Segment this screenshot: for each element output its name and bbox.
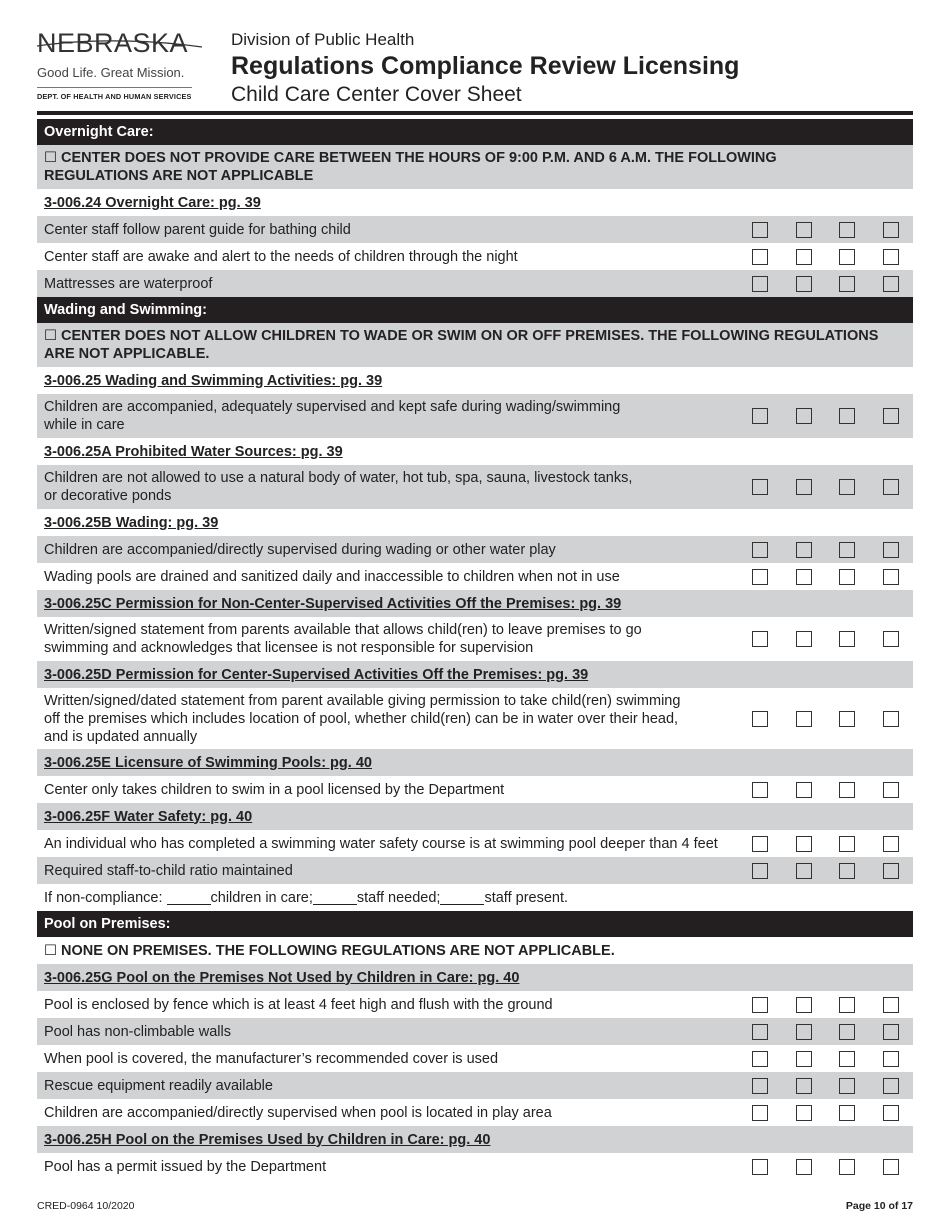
regulation-reference-text: 3-006.25E Licensure of Swimming Pools: pg. 40 xyxy=(44,754,372,771)
compliance-checkbox[interactable] xyxy=(883,249,899,265)
compliance-checkbox[interactable] xyxy=(883,408,899,424)
not-applicable-notice xyxy=(37,145,913,189)
checklist-item-text: Pool is enclosed by fence which is at least 4 feet high and flush with the ground xyxy=(44,996,553,1013)
checklist-item xyxy=(37,1018,913,1045)
compliance-checkbox[interactable] xyxy=(752,1105,768,1121)
regulation-reference xyxy=(37,367,913,394)
compliance-checkbox[interactable] xyxy=(883,222,899,238)
compliance-checkbox[interactable] xyxy=(883,569,899,585)
checklist-item xyxy=(37,1099,913,1126)
checklist-item xyxy=(37,1072,913,1099)
compliance-checkbox[interactable] xyxy=(752,631,768,647)
checkbox-group xyxy=(752,222,899,238)
compliance-checkbox[interactable] xyxy=(839,997,855,1013)
checklist-item-text: Center staff are awake and alert to the needs of children through the night xyxy=(44,248,518,265)
checklist-item xyxy=(37,830,913,857)
checkbox-group xyxy=(752,631,899,647)
compliance-checkbox[interactable] xyxy=(883,836,899,852)
checklist-item-text: Center only takes children to swim in a pool licensed by the Department xyxy=(44,781,505,798)
checklist-item-text: Required staff-to-child ratio maintained xyxy=(44,862,293,879)
section-title: Overnight Care: xyxy=(44,124,154,140)
compliance-checkbox[interactable] xyxy=(839,569,855,585)
checklist-item xyxy=(37,776,913,803)
checklist-item xyxy=(37,216,913,243)
checklist-item xyxy=(37,1153,913,1180)
blank-label: children in care; xyxy=(210,889,313,906)
compliance-checkbox[interactable] xyxy=(796,542,812,558)
compliance-checkbox[interactable] xyxy=(883,863,899,879)
regulation-reference xyxy=(37,189,913,216)
section-header xyxy=(37,297,913,323)
fill-in-blank[interactable] xyxy=(313,890,357,905)
checkbox-group xyxy=(752,249,899,265)
checklist-item xyxy=(37,991,913,1018)
compliance-checkbox[interactable] xyxy=(752,479,768,495)
regulation-reference-text: 3-006.25C Permission for Non-Center-Supervised Activities Off the Premises: pg. 39 xyxy=(44,595,622,612)
logo-wordmark: NEBRASKA xyxy=(37,30,202,57)
compliance-checkbox[interactable] xyxy=(883,1105,899,1121)
compliance-checkbox[interactable] xyxy=(796,631,812,647)
logo-tagline: Good Life. Great Mission. xyxy=(37,65,185,80)
compliance-checkbox[interactable] xyxy=(839,479,855,495)
checklist-item xyxy=(37,857,913,884)
compliance-checkbox[interactable] xyxy=(839,1105,855,1121)
compliance-checkbox[interactable] xyxy=(752,276,768,292)
compliance-checkbox[interactable] xyxy=(883,542,899,558)
compliance-checkbox[interactable] xyxy=(839,1159,855,1175)
regulation-reference xyxy=(37,1126,913,1153)
checkbox-group xyxy=(752,836,899,852)
form-id: CRED-0964 10/2020 xyxy=(37,1200,135,1212)
checklist-item-text: Center staff follow parent guide for bathing child xyxy=(44,221,351,238)
regulation-reference-text: 3-006.25H Pool on the Premises Used by Children in Care: pg. 40 xyxy=(44,1131,491,1148)
checkbox-group xyxy=(752,1105,899,1121)
checkbox-group xyxy=(752,276,899,292)
checklist-item-text: Children are accompanied/directly supervised when pool is located in play area xyxy=(44,1104,552,1121)
compliance-checkbox[interactable] xyxy=(839,863,855,879)
compliance-checkbox[interactable] xyxy=(752,222,768,238)
compliance-checkbox[interactable] xyxy=(796,569,812,585)
checklist-item xyxy=(37,465,913,509)
compliance-checkbox[interactable] xyxy=(796,1159,812,1175)
checklist-item xyxy=(37,563,913,590)
checklist-item-text: Mattresses are waterproof xyxy=(44,275,213,292)
checklist-item xyxy=(37,688,913,749)
compliance-checkbox[interactable] xyxy=(796,222,812,238)
regulation-reference xyxy=(37,509,913,536)
compliance-checkbox[interactable] xyxy=(752,782,768,798)
checklist-item-text: Written/signed/dated statement from parent available giving permission to take child(ren) swimming off the premises which includes location of pool, whether child(ren) can be in water over their head, and is updated annually xyxy=(44,692,681,745)
checklist-item-text: An individual who has completed a swimming water safety course is at swimming pool deeper than 4 feet xyxy=(44,835,718,852)
blank-label: staff needed; xyxy=(356,889,441,906)
compliance-checkbox[interactable] xyxy=(883,1051,899,1067)
section-title: Wading and Swimming: xyxy=(44,302,207,318)
checklist-item-text: When pool is covered, the manufacturer’s recommended cover is used xyxy=(44,1050,499,1067)
checkbox-group xyxy=(752,479,899,495)
checkbox-group xyxy=(752,997,899,1013)
checkbox-group xyxy=(752,863,899,879)
checklist-item-text: Written/signed statement from parents available that allows child(ren) to leave premises to go swimming and acknowledges that licensee is not responsible for supervision xyxy=(44,622,642,656)
page-header xyxy=(0,0,950,118)
compliance-checkbox[interactable] xyxy=(752,711,768,727)
compliance-checkbox[interactable] xyxy=(839,1024,855,1040)
compliance-checkbox[interactable] xyxy=(883,1078,899,1094)
compliance-checkbox[interactable] xyxy=(796,408,812,424)
compliance-checkbox[interactable] xyxy=(839,782,855,798)
compliance-checkbox[interactable] xyxy=(883,782,899,798)
non-compliance-ratio-line xyxy=(37,884,913,911)
checkbox-group xyxy=(752,542,899,558)
compliance-checkbox[interactable] xyxy=(839,222,855,238)
compliance-checkbox[interactable] xyxy=(839,836,855,852)
checklist-item-text: Children are accompanied/directly supervised during wading or other water play xyxy=(44,541,556,558)
logo-department: DEPT. OF HEALTH AND HUMAN SERVICES xyxy=(37,92,192,101)
compliance-checkbox[interactable] xyxy=(796,1024,812,1040)
notice-text: ☐ CENTER DOES NOT ALLOW CHILDREN TO WADE OR SWIM ON OR OFF PREMISES. THE FOLLOWING REGULATIONS ARE NOT APPLICABLE. xyxy=(44,328,879,362)
page-subtitle: Child Care Center Cover Sheet xyxy=(231,83,522,106)
division-name: Division of Public Health xyxy=(231,30,415,49)
compliance-checkbox[interactable] xyxy=(883,997,899,1013)
compliance-checkbox[interactable] xyxy=(752,408,768,424)
checklist-item xyxy=(37,536,913,563)
blank-label: staff present. xyxy=(484,889,569,906)
regulation-reference-text: 3-006.25 Wading and Swimming Activities: pg. 39 xyxy=(44,372,383,389)
compliance-checkbox[interactable] xyxy=(839,249,855,265)
checkbox-group xyxy=(752,569,899,585)
compliance-checkbox[interactable] xyxy=(752,836,768,852)
compliance-checkbox[interactable] xyxy=(796,711,812,727)
logo-swoosh-icon xyxy=(37,34,202,58)
nebraska-dhhs-logo xyxy=(37,30,202,101)
compliance-checkbox[interactable] xyxy=(883,711,899,727)
regulation-reference xyxy=(37,590,913,617)
regulation-reference xyxy=(37,661,913,688)
notice-text: ☐ CENTER DOES NOT PROVIDE CARE BETWEEN THE HOURS OF 9:00 P.M. AND 6 A.M. THE FOLLOWING REGULATIONS ARE NOT APPLICABLE xyxy=(44,150,777,184)
compliance-checkbox[interactable] xyxy=(839,1078,855,1094)
checklist-item-text: Pool has non-climbable walls xyxy=(44,1023,231,1040)
checkbox-group xyxy=(752,782,899,798)
blank-label: If non-compliance: xyxy=(44,889,167,906)
checklist-item xyxy=(37,243,913,270)
checkbox-group xyxy=(752,1024,899,1040)
checklist-item xyxy=(37,270,913,297)
regulation-reference xyxy=(37,964,913,991)
regulation-reference-text: 3-006.25B Wading: pg. 39 xyxy=(44,514,219,531)
checklist-item xyxy=(37,617,913,661)
compliance-checkbox[interactable] xyxy=(752,1078,768,1094)
section-header xyxy=(37,119,913,145)
compliance-checkbox[interactable] xyxy=(752,997,768,1013)
compliance-checkbox[interactable] xyxy=(796,1078,812,1094)
compliance-checkbox[interactable] xyxy=(796,997,812,1013)
compliance-checkbox[interactable] xyxy=(883,1024,899,1040)
not-applicable-notice xyxy=(37,323,913,367)
compliance-checkbox[interactable] xyxy=(883,276,899,292)
checklist-item-text: Wading pools are drained and sanitized daily and inaccessible to children when not in use xyxy=(44,568,620,585)
section-title: Pool on Premises: xyxy=(44,916,171,932)
compliance-checkbox[interactable] xyxy=(883,631,899,647)
checkbox-group xyxy=(752,1159,899,1175)
compliance-checkbox[interactable] xyxy=(839,1051,855,1067)
compliance-checkbox[interactable] xyxy=(796,479,812,495)
fill-in-blank[interactable] xyxy=(167,890,211,905)
page-number: Page 10 of 17 xyxy=(845,1200,913,1212)
fill-in-blank[interactable] xyxy=(440,890,484,905)
compliance-checkbox[interactable] xyxy=(839,711,855,727)
header-divider xyxy=(37,111,913,115)
checklist-item xyxy=(37,1045,913,1072)
compliance-checkbox[interactable] xyxy=(752,1024,768,1040)
checkbox-group xyxy=(752,1051,899,1067)
compliance-checkbox[interactable] xyxy=(796,1105,812,1121)
page-title: Regulations Compliance Review Licensing xyxy=(231,52,740,80)
compliance-checkbox[interactable] xyxy=(752,249,768,265)
header-titles xyxy=(231,30,739,107)
compliance-checkbox[interactable] xyxy=(752,569,768,585)
compliance-checkbox[interactable] xyxy=(752,863,768,879)
compliance-checkbox[interactable] xyxy=(796,276,812,292)
regulation-reference xyxy=(37,803,913,830)
checklist-item xyxy=(37,394,913,438)
section-header xyxy=(37,911,913,937)
compliance-checkbox[interactable] xyxy=(883,1159,899,1175)
regulation-reference-text: 3-006.25A Prohibited Water Sources: pg. 39 xyxy=(44,443,343,460)
compliance-checkbox[interactable] xyxy=(839,276,855,292)
checklist-item-text: Rescue equipment readily available xyxy=(44,1077,273,1094)
compliance-checkbox[interactable] xyxy=(883,479,899,495)
not-applicable-notice xyxy=(37,937,913,964)
compliance-checkbox[interactable] xyxy=(796,1051,812,1067)
regulation-reference-text: 3-006.25D Permission for Center-Supervised Activities Off the Premises: pg. 39 xyxy=(44,666,589,683)
regulation-reference-text: 3-006.25F Water Safety: pg. 40 xyxy=(44,808,253,825)
regulation-reference xyxy=(37,438,913,465)
checklist-item-text: Pool has a permit issued by the Department xyxy=(44,1158,327,1175)
checkbox-group xyxy=(752,711,899,727)
compliance-checkbox[interactable] xyxy=(796,249,812,265)
compliance-checkbox[interactable] xyxy=(839,631,855,647)
regulation-reference-text: 3-006.25G Pool on the Premises Not Used by Children in Care: pg. 40 xyxy=(44,969,520,986)
regulation-reference-text: 3-006.24 Overnight Care: pg. 39 xyxy=(44,194,261,211)
regulation-reference xyxy=(37,749,913,776)
checklist-table xyxy=(37,119,913,1180)
compliance-checkbox[interactable] xyxy=(752,542,768,558)
notice-text: ☐ NONE ON PREMISES. THE FOLLOWING REGULATIONS ARE NOT APPLICABLE. xyxy=(44,942,615,959)
checklist-item-text: Children are accompanied, adequately supervised and kept safe during wading/swimming while in care xyxy=(44,399,621,433)
compliance-checkbox[interactable] xyxy=(752,1051,768,1067)
logo-divider xyxy=(37,87,192,88)
compliance-checkbox[interactable] xyxy=(839,542,855,558)
compliance-checkbox[interactable] xyxy=(752,1159,768,1175)
checkbox-group xyxy=(752,408,899,424)
compliance-checkbox[interactable] xyxy=(839,408,855,424)
checklist-item-text: Children are not allowed to use a natural body of water, hot tub, spa, sauna, livestock tanks, or decorative ponds xyxy=(44,470,633,504)
compliance-checkbox[interactable] xyxy=(796,782,812,798)
compliance-checkbox[interactable] xyxy=(796,863,812,879)
checkbox-group xyxy=(752,1078,899,1094)
compliance-checkbox[interactable] xyxy=(796,836,812,852)
